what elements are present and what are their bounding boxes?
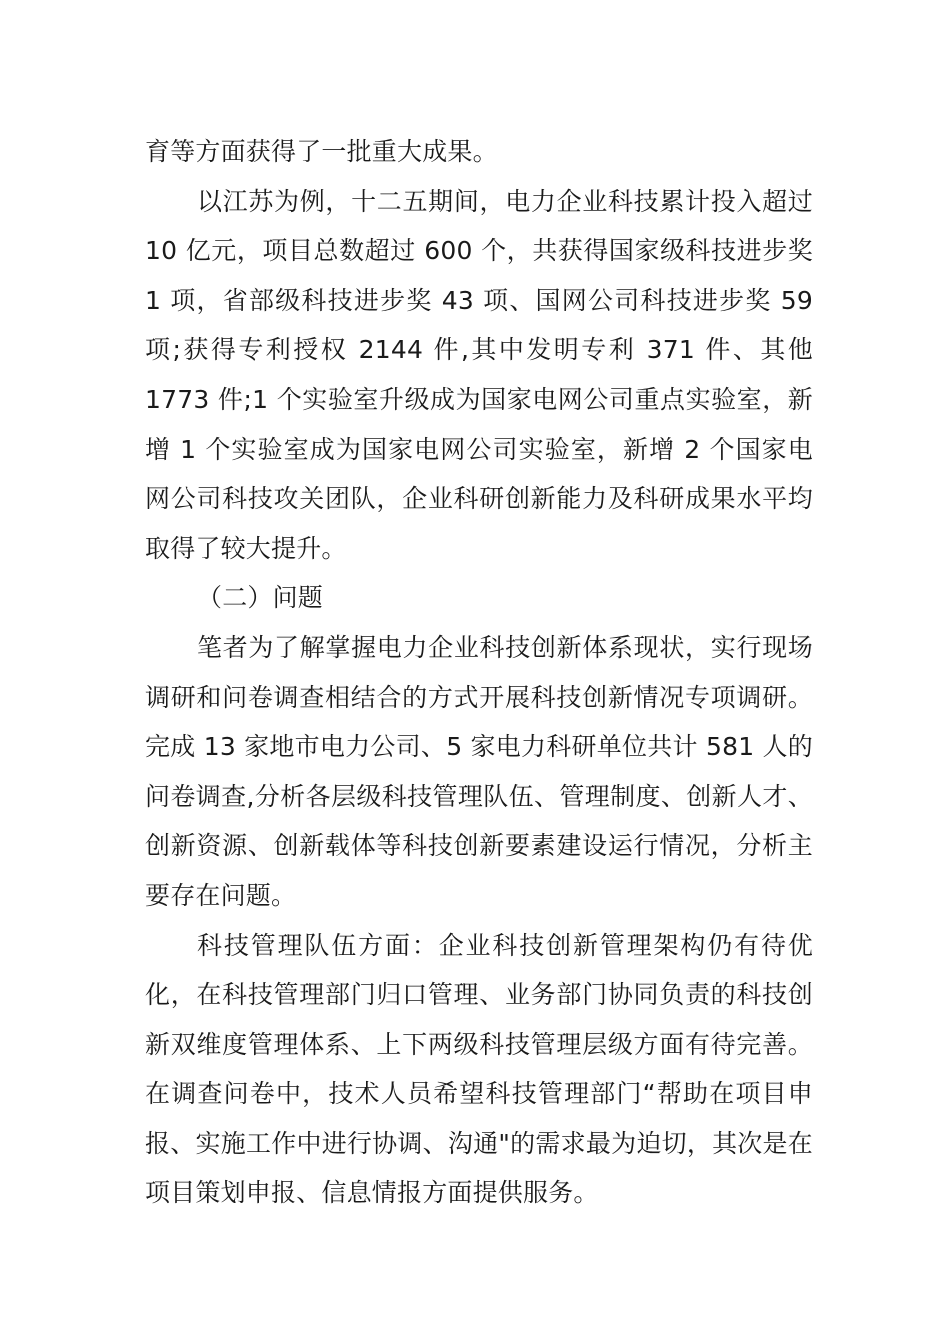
paragraph-survey: 笔者为了解掌握电力企业科技创新体系现状，实行现场调研和问卷调查相结合的方式开展科技创新情况专项调研。完成 13 家地市电力公司、5 家电力科研单位共计 581 人的问卷调查,分析各层级科技管理队伍、管理制度、创新人才、创新资源、创新载体等科技创新要素建设运行情况，分析主要存在问题。 [145, 632, 813, 910]
paragraph-continuation: 育等方面获得了一批重大成果。 [145, 137, 498, 166]
paragraph-jiangsu-example: 以江苏为例，十二五期间，电力企业科技累计投入超过 10 亿元，项目总数超过 600 个，共获得国家级科技进步奖 1 项，省部级科技进步奖 43 项、国网公司科技进步奖 59 项;获得专利授权 2144 件,其中发明专利 371 件、其他 1773 件;1 个实验室升级成为国家电网公司重点实验室，新增 1 个实验室成为国家电网公司实验室，新增 2 个国家电网公司科技攻关团队，企业科研创新能力及科研成果水平均取得了较大提升。 [145, 186, 813, 563]
document-body [145, 127, 813, 1218]
paragraph-management-team: 科技管理队伍方面：企业科技创新管理架构仍有待优化，在科技管理部门归口管理、业务部门协同负责的科技创新双维度管理体系、上下两级科技管理层级方面有待完善。在调查问卷中，技术人员希望科技管理部门“帮助在项目申报、实施工作中进行协调、沟通"的需求最为迫切，其次是在项目策划申报、信息情报方面提供服务。 [145, 930, 813, 1208]
section-heading-problems: （二）问题 [197, 583, 324, 613]
